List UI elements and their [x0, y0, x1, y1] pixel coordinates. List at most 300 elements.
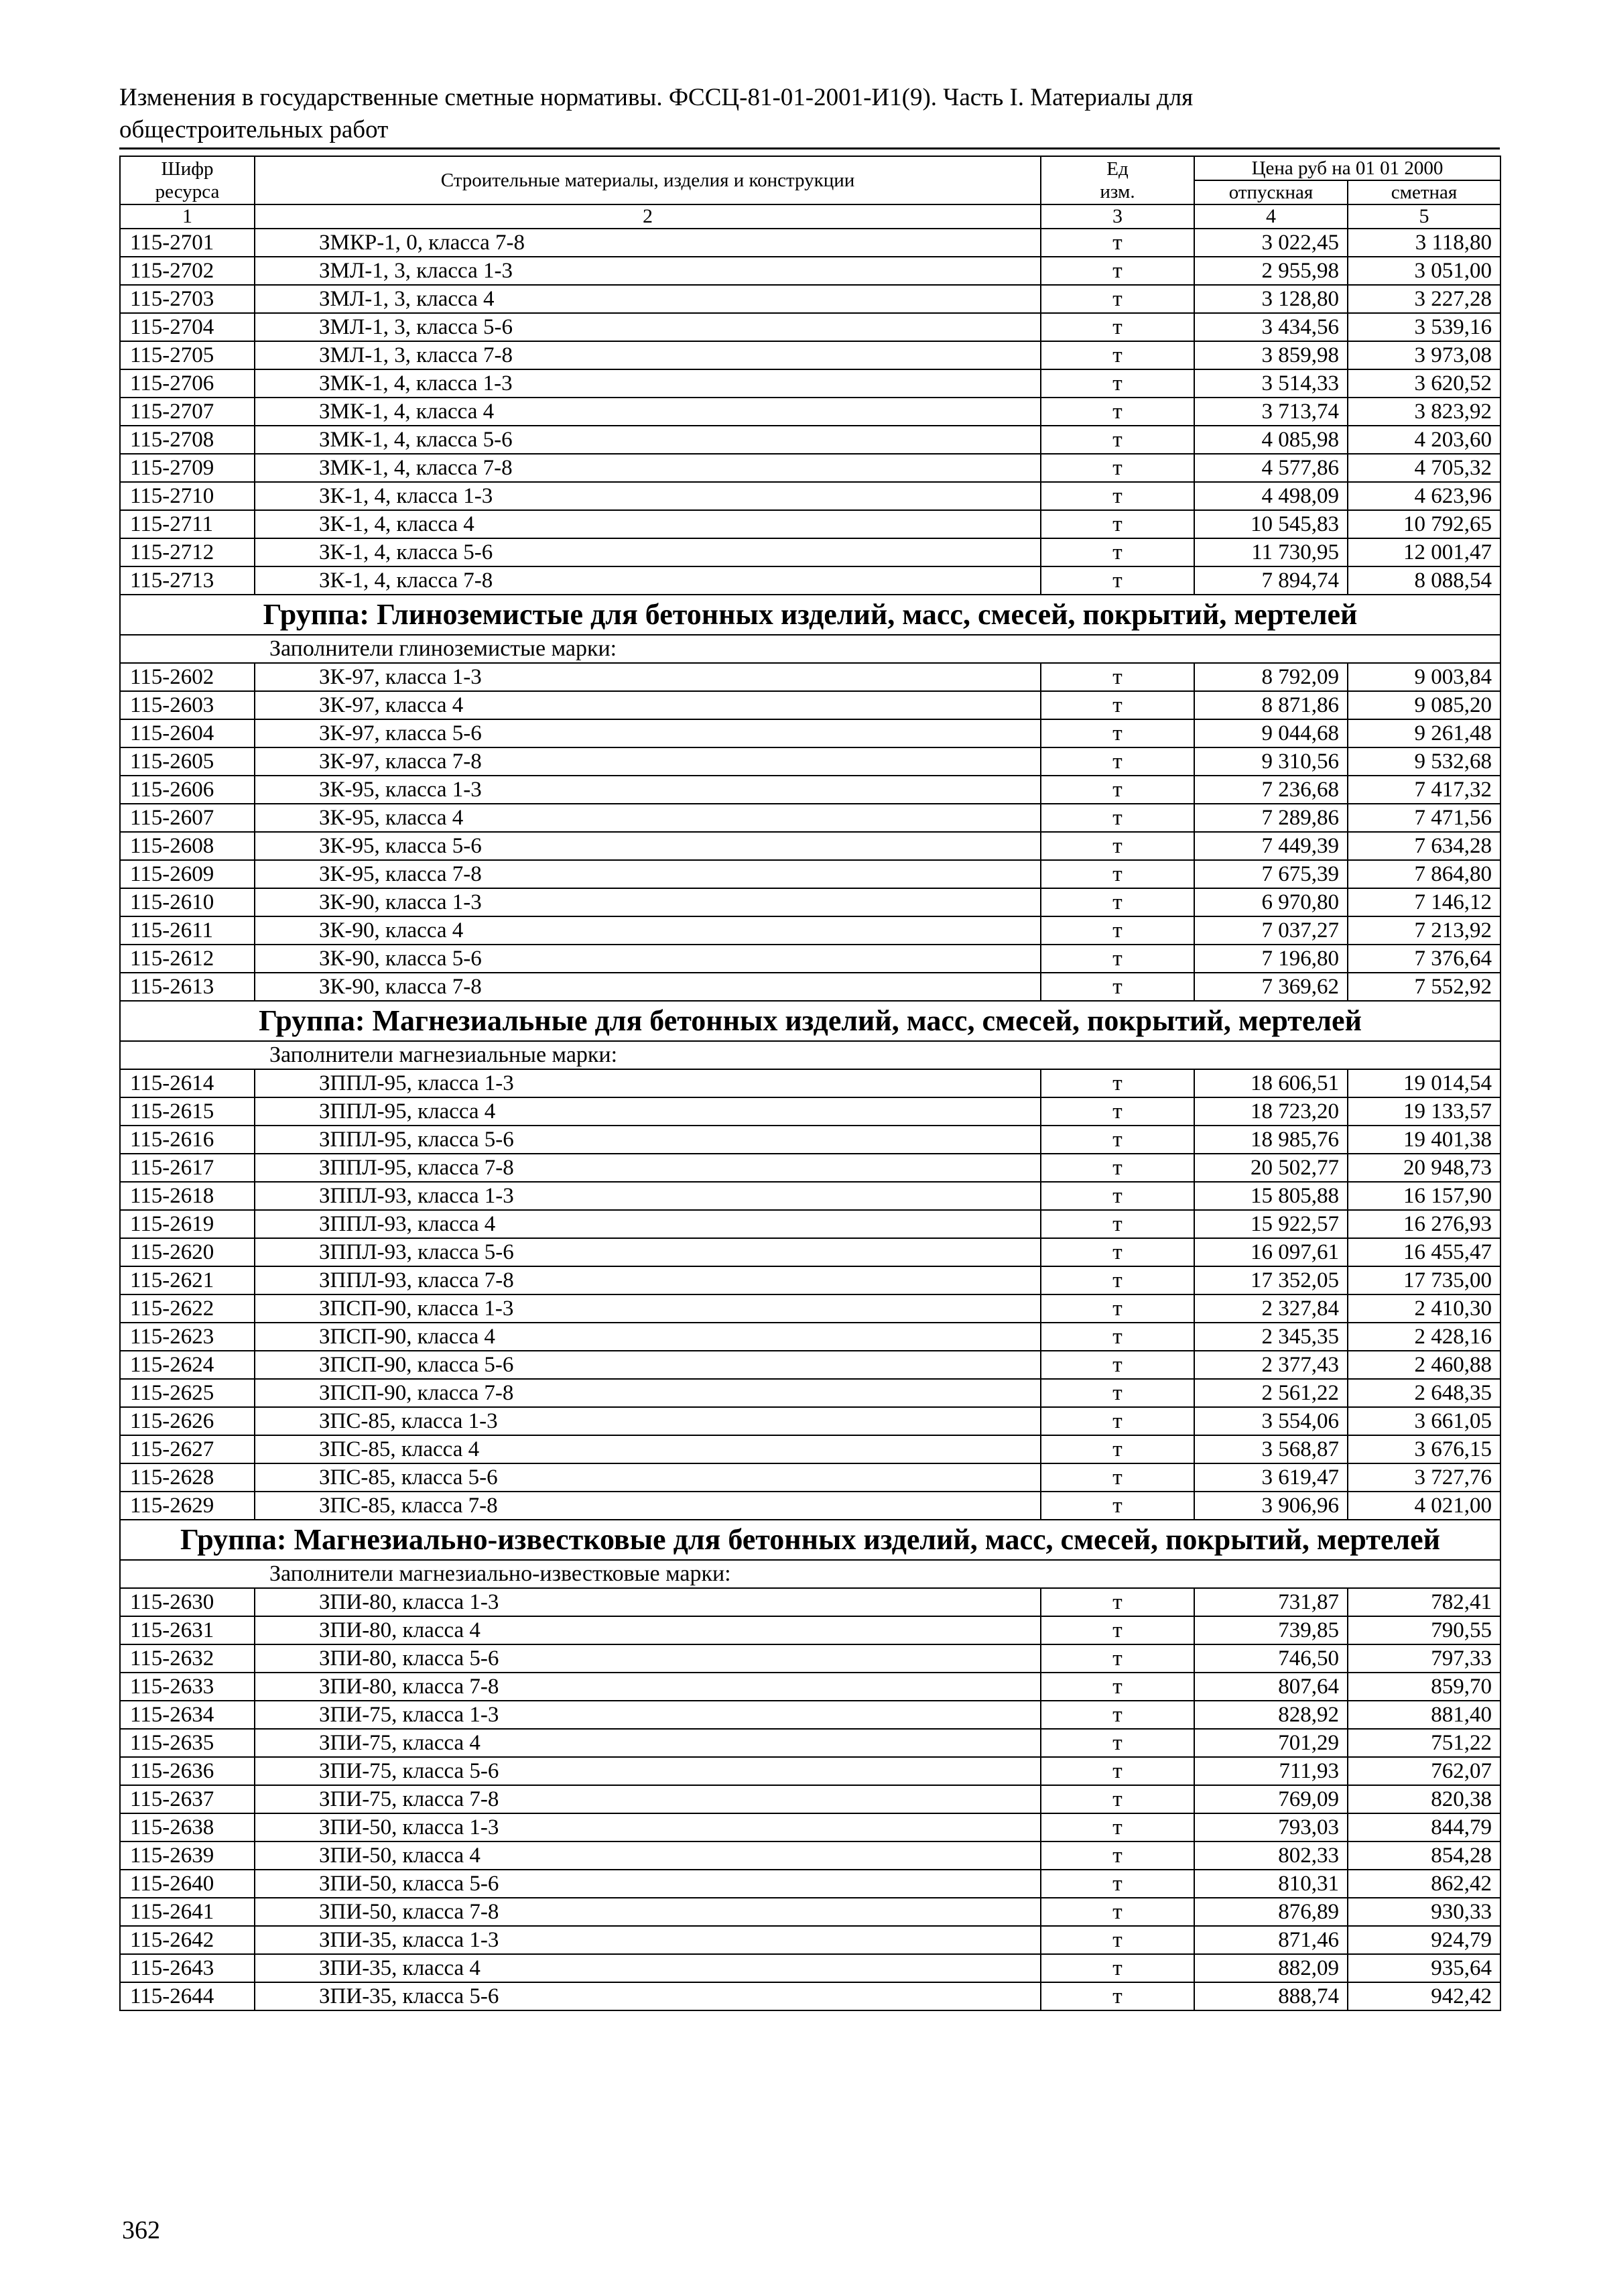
material-name-cell: ЗППЛ-95, класса 1-3: [255, 1069, 1041, 1097]
table-row: [120, 313, 1500, 341]
table-row: [120, 538, 1500, 566]
material-name-cell: ЗК-1, 4, класса 5-6: [255, 538, 1041, 566]
col-estimate-price-header: сметная: [1348, 180, 1500, 204]
group-heading: Группа: Глиноземистые для бетонных изделий, масс, смесей, покрытий, мертелей: [120, 595, 1500, 635]
unit-cell: т: [1041, 510, 1194, 538]
resource-code-cell: 115-2615: [120, 1097, 255, 1126]
header-rule: [119, 147, 1500, 149]
resource-code-cell: 115-2636: [120, 1757, 255, 1785]
release-price-cell: 3 713,74: [1194, 398, 1348, 426]
release-price-cell: 8 871,86: [1194, 691, 1348, 719]
estimate-price-cell: 3 539,16: [1348, 313, 1500, 341]
resource-code-cell: 115-2614: [120, 1069, 255, 1097]
material-name-cell: ЗПИ-80, класса 5-6: [255, 1644, 1041, 1673]
material-name-cell: ЗК-1, 4, класса 1-3: [255, 482, 1041, 510]
release-price-cell: 7 236,68: [1194, 776, 1348, 804]
col-name-header: Строительные материалы, изделия и конструкции: [255, 156, 1041, 204]
resource-code-cell: 115-2641: [120, 1898, 255, 1926]
col-code-header: Шифр ресурса: [120, 156, 255, 204]
table-row: [120, 860, 1500, 888]
table-row: [120, 916, 1500, 945]
material-name-cell: ЗМЛ-1, 3, класса 4: [255, 285, 1041, 313]
release-price-cell: 2 561,22: [1194, 1379, 1348, 1407]
estimate-price-cell: 4 623,96: [1348, 482, 1500, 510]
resource-code-cell: 115-2633: [120, 1673, 255, 1701]
estimate-price-cell: 9 532,68: [1348, 747, 1500, 776]
table-row: [120, 482, 1500, 510]
unit-cell: т: [1041, 860, 1194, 888]
material-name-cell: ЗК-1, 4, класса 7-8: [255, 566, 1041, 595]
table-row: [120, 341, 1500, 369]
release-price-cell: 20 502,77: [1194, 1154, 1348, 1182]
estimate-price-cell: 762,07: [1348, 1757, 1500, 1785]
resource-code-cell: 115-2701: [120, 229, 255, 257]
estimate-price-cell: 9 003,84: [1348, 663, 1500, 691]
table-row: [120, 1785, 1500, 1813]
unit-cell: т: [1041, 426, 1194, 454]
estimate-price-cell: 4 705,32: [1348, 454, 1500, 482]
resource-code-cell: 115-2604: [120, 719, 255, 747]
table-row: [120, 454, 1500, 482]
material-name-cell: ЗПИ-80, класса 7-8: [255, 1673, 1041, 1701]
release-price-cell: 3 906,96: [1194, 1492, 1348, 1520]
resource-code-cell: 115-2609: [120, 860, 255, 888]
table-row: [120, 510, 1500, 538]
group-heading-row: [120, 1520, 1500, 1560]
resource-code-cell: 115-2643: [120, 1954, 255, 1982]
resource-code-cell: 115-2635: [120, 1729, 255, 1757]
resource-code-cell: 115-2618: [120, 1182, 255, 1210]
material-name-cell: ЗПИ-50, класса 1-3: [255, 1813, 1041, 1841]
estimate-price-cell: 7 213,92: [1348, 916, 1500, 945]
group-heading: Группа: Магнезиально-известковые для бетонных изделий, масс, смесей, покрытий, мертелей: [120, 1520, 1500, 1560]
table-row: [120, 398, 1500, 426]
table-row: [120, 1323, 1500, 1351]
estimate-price-cell: 930,33: [1348, 1898, 1500, 1926]
release-price-cell: 3 022,45: [1194, 229, 1348, 257]
subgroup-heading: Заполнители магнезиальные марки:: [120, 1041, 1500, 1069]
material-name-cell: ЗПИ-35, класса 1-3: [255, 1926, 1041, 1954]
table-row: [120, 1154, 1500, 1182]
estimate-price-cell: 3 661,05: [1348, 1407, 1500, 1435]
release-price-cell: 4 577,86: [1194, 454, 1348, 482]
material-name-cell: ЗМК-1, 4, класса 7-8: [255, 454, 1041, 482]
estimate-price-cell: 7 552,92: [1348, 973, 1500, 1001]
release-price-cell: 7 196,80: [1194, 945, 1348, 973]
estimate-price-cell: 17 735,00: [1348, 1266, 1500, 1294]
group-heading-row: [120, 1001, 1500, 1041]
estimate-price-cell: 16 276,93: [1348, 1210, 1500, 1238]
material-name-cell: ЗК-97, класса 7-8: [255, 747, 1041, 776]
table-row: [120, 1729, 1500, 1757]
material-name-cell: ЗПИ-75, класса 1-3: [255, 1701, 1041, 1729]
material-name-cell: ЗППЛ-93, класса 7-8: [255, 1266, 1041, 1294]
material-name-cell: ЗПИ-50, класса 4: [255, 1841, 1041, 1870]
table-row: [120, 1954, 1500, 1982]
subgroup-heading: Заполнители магнезиально-известковые марки:: [120, 1560, 1500, 1588]
unit-cell: т: [1041, 1492, 1194, 1520]
table-row: [120, 229, 1500, 257]
table-row: [120, 973, 1500, 1001]
resource-code-cell: 115-2708: [120, 426, 255, 454]
resource-code-cell: 115-2707: [120, 398, 255, 426]
resource-code-cell: 115-2603: [120, 691, 255, 719]
estimate-price-cell: 3 973,08: [1348, 341, 1500, 369]
resource-code-cell: 115-2703: [120, 285, 255, 313]
material-name-cell: ЗПИ-50, класса 7-8: [255, 1898, 1041, 1926]
resource-code-cell: 115-2610: [120, 888, 255, 916]
resource-code-cell: 115-2640: [120, 1870, 255, 1898]
material-name-cell: ЗППЛ-93, класса 1-3: [255, 1182, 1041, 1210]
unit-cell: т: [1041, 1898, 1194, 1926]
material-name-cell: ЗПС-85, класса 4: [255, 1435, 1041, 1463]
table-row: [120, 285, 1500, 313]
material-name-cell: ЗПИ-80, класса 4: [255, 1616, 1041, 1644]
resource-code-cell: 115-2620: [120, 1238, 255, 1266]
estimate-price-cell: 7 864,80: [1348, 860, 1500, 888]
unit-cell: т: [1041, 482, 1194, 510]
estimate-price-cell: 859,70: [1348, 1673, 1500, 1701]
table-row: [120, 1588, 1500, 1616]
table-row: [120, 832, 1500, 860]
resource-code-cell: 115-2632: [120, 1644, 255, 1673]
material-name-cell: ЗПИ-50, класса 5-6: [255, 1870, 1041, 1898]
estimate-price-cell: 942,42: [1348, 1982, 1500, 2010]
col-unit-header: Ед изм.: [1041, 156, 1194, 204]
release-price-cell: 802,33: [1194, 1841, 1348, 1870]
estimate-price-cell: 820,38: [1348, 1785, 1500, 1813]
resource-code-cell: 115-2619: [120, 1210, 255, 1238]
estimate-price-cell: 9 261,48: [1348, 719, 1500, 747]
col-number: 1: [120, 204, 255, 229]
unit-cell: т: [1041, 888, 1194, 916]
table-row: [120, 257, 1500, 285]
release-price-cell: 4 498,09: [1194, 482, 1348, 510]
resource-code-cell: 115-2613: [120, 973, 255, 1001]
release-price-cell: 17 352,05: [1194, 1266, 1348, 1294]
resource-code-cell: 115-2627: [120, 1435, 255, 1463]
estimate-price-cell: 854,28: [1348, 1841, 1500, 1870]
estimate-price-cell: 9 085,20: [1348, 691, 1500, 719]
material-name-cell: ЗПИ-35, класса 4: [255, 1954, 1041, 1982]
estimate-price-cell: 7 376,64: [1348, 945, 1500, 973]
unit-cell: т: [1041, 945, 1194, 973]
release-price-cell: 701,29: [1194, 1729, 1348, 1757]
unit-cell: т: [1041, 1616, 1194, 1644]
material-name-cell: ЗМЛ-1, 3, класса 7-8: [255, 341, 1041, 369]
material-name-cell: ЗПС-85, класса 1-3: [255, 1407, 1041, 1435]
page-number: 362: [122, 2216, 160, 2244]
table-row: [120, 1813, 1500, 1841]
unit-cell: т: [1041, 1154, 1194, 1182]
unit-cell: т: [1041, 747, 1194, 776]
resource-code-cell: 115-2638: [120, 1813, 255, 1841]
table-row: [120, 1757, 1500, 1785]
material-name-cell: ЗПИ-75, класса 7-8: [255, 1785, 1041, 1813]
release-price-cell: 3 619,47: [1194, 1463, 1348, 1492]
release-price-cell: 10 545,83: [1194, 510, 1348, 538]
estimate-price-cell: 3 676,15: [1348, 1435, 1500, 1463]
table-row: [120, 566, 1500, 595]
material-name-cell: ЗППЛ-93, класса 4: [255, 1210, 1041, 1238]
resource-code-cell: 115-2621: [120, 1266, 255, 1294]
release-price-cell: 769,09: [1194, 1785, 1348, 1813]
group-heading: Группа: Магнезиальные для бетонных изделий, масс, смесей, покрытий, мертелей: [120, 1001, 1500, 1041]
resource-code-cell: 115-2637: [120, 1785, 255, 1813]
resource-code-cell: 115-2706: [120, 369, 255, 398]
resource-code-cell: 115-2709: [120, 454, 255, 482]
table-row: [120, 369, 1500, 398]
col-price-header: Цена руб на 01 01 2000: [1194, 156, 1500, 180]
unit-cell: т: [1041, 257, 1194, 285]
table-row: [120, 1351, 1500, 1379]
table-row: [120, 1870, 1500, 1898]
table-row: [120, 1982, 1500, 2010]
resource-code-cell: 115-2711: [120, 510, 255, 538]
estimate-price-cell: 3 620,52: [1348, 369, 1500, 398]
estimate-price-cell: 4 203,60: [1348, 426, 1500, 454]
estimate-price-cell: 16 455,47: [1348, 1238, 1500, 1266]
unit-cell: т: [1041, 1182, 1194, 1210]
resource-code-cell: 115-2628: [120, 1463, 255, 1492]
release-price-cell: 18 606,51: [1194, 1069, 1348, 1097]
column-number-row: [120, 204, 1500, 229]
release-price-cell: 3 568,87: [1194, 1435, 1348, 1463]
material-name-cell: ЗК-97, класса 1-3: [255, 663, 1041, 691]
unit-cell: т: [1041, 566, 1194, 595]
unit-cell: т: [1041, 1729, 1194, 1757]
materials-price-table: [119, 156, 1501, 2011]
release-price-cell: 3 859,98: [1194, 341, 1348, 369]
resource-code-cell: 115-2712: [120, 538, 255, 566]
release-price-cell: 876,89: [1194, 1898, 1348, 1926]
material-name-cell: ЗППЛ-93, класса 5-6: [255, 1238, 1041, 1266]
release-price-cell: 2 345,35: [1194, 1323, 1348, 1351]
unit-cell: т: [1041, 1266, 1194, 1294]
estimate-price-cell: 844,79: [1348, 1813, 1500, 1841]
material-name-cell: ЗППЛ-95, класса 4: [255, 1097, 1041, 1126]
resource-code-cell: 115-2607: [120, 804, 255, 832]
unit-cell: т: [1041, 1097, 1194, 1126]
material-name-cell: ЗК-95, класса 7-8: [255, 860, 1041, 888]
table-row: [120, 663, 1500, 691]
estimate-price-cell: 924,79: [1348, 1926, 1500, 1954]
material-name-cell: ЗК-90, класса 4: [255, 916, 1041, 945]
table-row: [120, 1898, 1500, 1926]
resource-code-cell: 115-2617: [120, 1154, 255, 1182]
table-row: [120, 1492, 1500, 1520]
table-row: [120, 719, 1500, 747]
unit-cell: т: [1041, 1323, 1194, 1351]
resource-code-cell: 115-2612: [120, 945, 255, 973]
material-name-cell: ЗК-90, класса 7-8: [255, 973, 1041, 1001]
unit-cell: т: [1041, 1757, 1194, 1785]
estimate-price-cell: 782,41: [1348, 1588, 1500, 1616]
material-name-cell: ЗПИ-80, класса 1-3: [255, 1588, 1041, 1616]
table-row: [120, 1435, 1500, 1463]
table-head: [120, 156, 1500, 229]
estimate-price-cell: 19 014,54: [1348, 1069, 1500, 1097]
unit-cell: т: [1041, 398, 1194, 426]
release-price-cell: 7 894,74: [1194, 566, 1348, 595]
estimate-price-cell: 19 133,57: [1348, 1097, 1500, 1126]
unit-cell: т: [1041, 1701, 1194, 1729]
unit-cell: т: [1041, 1238, 1194, 1266]
material-name-cell: ЗМЛ-1, 3, класса 1-3: [255, 257, 1041, 285]
release-price-cell: 11 730,95: [1194, 538, 1348, 566]
table-row: [120, 426, 1500, 454]
unit-cell: т: [1041, 1954, 1194, 1982]
subgroup-heading-row: [120, 1560, 1500, 1588]
unit-cell: т: [1041, 1673, 1194, 1701]
unit-cell: т: [1041, 1982, 1194, 2010]
material-name-cell: ЗПИ-35, класса 5-6: [255, 1982, 1041, 2010]
table-row: [120, 888, 1500, 916]
unit-cell: т: [1041, 1294, 1194, 1323]
material-name-cell: ЗПС-85, класса 7-8: [255, 1492, 1041, 1520]
unit-cell: т: [1041, 1841, 1194, 1870]
estimate-price-cell: 19 401,38: [1348, 1126, 1500, 1154]
header-line-1: Изменения в государственные сметные нормативы. ФССЦ-81-01-2001-И1(9). Часть I. Материалы для: [119, 84, 1194, 111]
material-name-cell: ЗМК-1, 4, класса 1-3: [255, 369, 1041, 398]
release-price-cell: 7 289,86: [1194, 804, 1348, 832]
table-row: [120, 1463, 1500, 1492]
material-name-cell: ЗК-90, класса 1-3: [255, 888, 1041, 916]
resource-code-cell: 115-2611: [120, 916, 255, 945]
material-name-cell: ЗППЛ-95, класса 5-6: [255, 1126, 1041, 1154]
material-name-cell: ЗППЛ-95, класса 7-8: [255, 1154, 1041, 1182]
release-price-cell: 3 434,56: [1194, 313, 1348, 341]
material-name-cell: ЗК-95, класса 1-3: [255, 776, 1041, 804]
table-row: [120, 1701, 1500, 1729]
col-number: 5: [1348, 204, 1500, 229]
table-body: [120, 229, 1500, 2010]
release-price-cell: 2 377,43: [1194, 1351, 1348, 1379]
estimate-price-cell: 2 428,16: [1348, 1323, 1500, 1351]
material-name-cell: ЗК-95, класса 5-6: [255, 832, 1041, 860]
resource-code-cell: 115-2639: [120, 1841, 255, 1870]
resource-code-cell: 115-2605: [120, 747, 255, 776]
release-price-cell: 6 970,80: [1194, 888, 1348, 916]
table-row: [120, 776, 1500, 804]
material-name-cell: ЗК-95, класса 4: [255, 804, 1041, 832]
release-price-cell: 739,85: [1194, 1616, 1348, 1644]
unit-cell: т: [1041, 691, 1194, 719]
unit-cell: т: [1041, 369, 1194, 398]
material-name-cell: ЗМКР-1, 0, класса 7-8: [255, 229, 1041, 257]
unit-cell: т: [1041, 1126, 1194, 1154]
estimate-price-cell: 3 051,00: [1348, 257, 1500, 285]
unit-cell: т: [1041, 454, 1194, 482]
release-price-cell: 15 922,57: [1194, 1210, 1348, 1238]
release-price-cell: 807,64: [1194, 1673, 1348, 1701]
table-row: [120, 1238, 1500, 1266]
estimate-price-cell: 7 634,28: [1348, 832, 1500, 860]
unit-cell: т: [1041, 1351, 1194, 1379]
unit-cell: т: [1041, 1926, 1194, 1954]
material-name-cell: ЗПИ-75, класса 5-6: [255, 1757, 1041, 1785]
estimate-price-cell: 862,42: [1348, 1870, 1500, 1898]
col-release-price-header: отпускная: [1194, 180, 1348, 204]
release-price-cell: 810,31: [1194, 1870, 1348, 1898]
table-row: [120, 1926, 1500, 1954]
unit-cell: т: [1041, 229, 1194, 257]
estimate-price-cell: 790,55: [1348, 1616, 1500, 1644]
table-row: [120, 1673, 1500, 1701]
unit-cell: т: [1041, 285, 1194, 313]
table-row: [120, 1644, 1500, 1673]
table-row: [120, 1182, 1500, 1210]
unit-cell: т: [1041, 1463, 1194, 1492]
release-price-cell: 2 955,98: [1194, 257, 1348, 285]
release-price-cell: 882,09: [1194, 1954, 1348, 1982]
unit-cell: т: [1041, 973, 1194, 1001]
release-price-cell: 7 037,27: [1194, 916, 1348, 945]
estimate-price-cell: 2 410,30: [1348, 1294, 1500, 1323]
unit-cell: т: [1041, 719, 1194, 747]
resource-code-cell: 115-2710: [120, 482, 255, 510]
unit-cell: т: [1041, 313, 1194, 341]
estimate-price-cell: 3 727,76: [1348, 1463, 1500, 1492]
release-price-cell: 3 554,06: [1194, 1407, 1348, 1435]
material-name-cell: ЗК-90, класса 5-6: [255, 945, 1041, 973]
unit-cell: т: [1041, 1210, 1194, 1238]
estimate-price-cell: 8 088,54: [1348, 566, 1500, 595]
release-price-cell: 7 369,62: [1194, 973, 1348, 1001]
estimate-price-cell: 3 823,92: [1348, 398, 1500, 426]
table-row: [120, 1841, 1500, 1870]
release-price-cell: 828,92: [1194, 1701, 1348, 1729]
release-price-cell: 18 723,20: [1194, 1097, 1348, 1126]
estimate-price-cell: 935,64: [1348, 1954, 1500, 1982]
unit-cell: т: [1041, 1785, 1194, 1813]
header-line-2: общестроительных работ: [119, 116, 389, 143]
material-name-cell: ЗПСП-90, класса 1-3: [255, 1294, 1041, 1323]
document-header: [119, 82, 1500, 146]
estimate-price-cell: 7 146,12: [1348, 888, 1500, 916]
estimate-price-cell: 7 471,56: [1348, 804, 1500, 832]
release-price-cell: 7 675,39: [1194, 860, 1348, 888]
resource-code-cell: 115-2630: [120, 1588, 255, 1616]
col-number: 4: [1194, 204, 1348, 229]
release-price-cell: 9 310,56: [1194, 747, 1348, 776]
unit-cell: т: [1041, 832, 1194, 860]
resource-code-cell: 115-2634: [120, 1701, 255, 1729]
material-name-cell: ЗМК-1, 4, класса 4: [255, 398, 1041, 426]
table-row: [120, 1266, 1500, 1294]
material-name-cell: ЗМК-1, 4, класса 5-6: [255, 426, 1041, 454]
release-price-cell: 8 792,09: [1194, 663, 1348, 691]
unit-cell: т: [1041, 776, 1194, 804]
material-name-cell: ЗПИ-75, класса 4: [255, 1729, 1041, 1757]
material-name-cell: ЗК-1, 4, класса 4: [255, 510, 1041, 538]
estimate-price-cell: 20 948,73: [1348, 1154, 1500, 1182]
release-price-cell: 18 985,76: [1194, 1126, 1348, 1154]
estimate-price-cell: 12 001,47: [1348, 538, 1500, 566]
table-row: [120, 747, 1500, 776]
estimate-price-cell: 3 118,80: [1348, 229, 1500, 257]
estimate-price-cell: 2 460,88: [1348, 1351, 1500, 1379]
unit-cell: т: [1041, 1870, 1194, 1898]
material-name-cell: ЗПСП-90, класса 7-8: [255, 1379, 1041, 1407]
resource-code-cell: 115-2616: [120, 1126, 255, 1154]
table-row: [120, 1069, 1500, 1097]
table-row: [120, 1407, 1500, 1435]
resource-code-cell: 115-2631: [120, 1616, 255, 1644]
subgroup-heading-row: [120, 635, 1500, 663]
estimate-price-cell: 7 417,32: [1348, 776, 1500, 804]
release-price-cell: 7 449,39: [1194, 832, 1348, 860]
